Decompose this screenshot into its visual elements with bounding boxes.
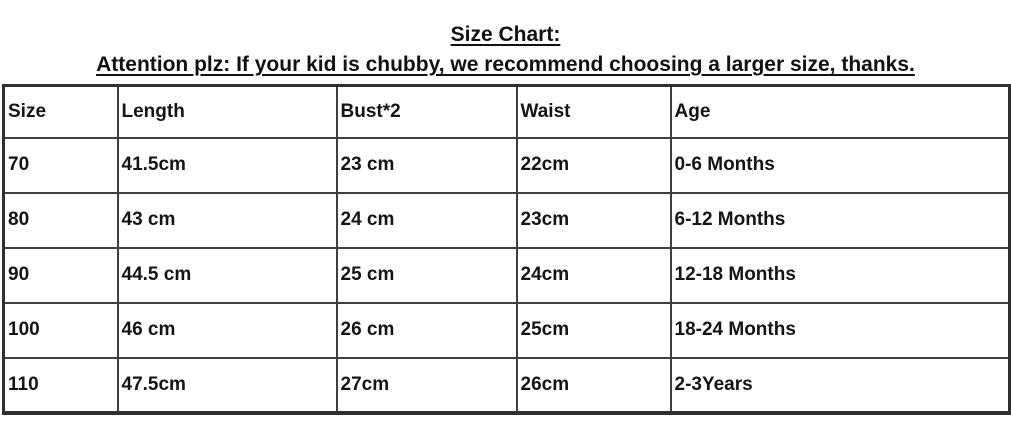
cell-waist: 24cm (517, 248, 671, 303)
cell-size: 80 (4, 193, 118, 248)
cell-bust: 23 cm (337, 138, 517, 193)
cell-waist: 25cm (517, 303, 671, 358)
table-row (4, 358, 1010, 413)
cell-waist: 22cm (517, 138, 671, 193)
table-row (4, 303, 1010, 358)
cell-size: 90 (4, 248, 118, 303)
cell-bust: 24 cm (337, 193, 517, 248)
cell-length: 47.5cm (118, 358, 337, 413)
column-header-waist: Waist (517, 86, 671, 138)
cell-size: 100 (4, 303, 118, 358)
cell-length: 41.5cm (118, 138, 337, 193)
cell-age: 0-6 Months (671, 138, 1010, 193)
cell-bust: 27cm (337, 358, 517, 413)
cell-age: 2-3Years (671, 358, 1010, 413)
cell-length: 46 cm (118, 303, 337, 358)
column-header-age: Age (671, 86, 1010, 138)
cell-length: 44.5 cm (118, 248, 337, 303)
table-row (4, 248, 1010, 303)
cell-waist: 26cm (517, 358, 671, 413)
column-header-size: Size (4, 86, 118, 138)
cell-waist: 23cm (517, 193, 671, 248)
table-row (4, 138, 1010, 193)
cell-bust: 26 cm (337, 303, 517, 358)
cell-age: 6-12 Months (671, 193, 1010, 248)
table-header-row (4, 86, 1010, 138)
cell-bust: 25 cm (337, 248, 517, 303)
column-header-length: Length (118, 86, 337, 138)
table-row (4, 193, 1010, 248)
cell-age: 18-24 Months (671, 303, 1010, 358)
cell-size: 110 (4, 358, 118, 413)
column-header-bust: Bust*2 (337, 86, 517, 138)
cell-length: 43 cm (118, 193, 337, 248)
size-chart-table (2, 84, 1011, 415)
size-warning-note: Attention plz: If your kid is chubby, we recommend choosing a larger size, thanks. (96, 53, 915, 76)
cell-age: 12-18 Months (671, 248, 1010, 303)
cell-size: 70 (4, 138, 118, 193)
header-block (0, 0, 1011, 78)
page-title: Size Chart: (450, 23, 561, 46)
